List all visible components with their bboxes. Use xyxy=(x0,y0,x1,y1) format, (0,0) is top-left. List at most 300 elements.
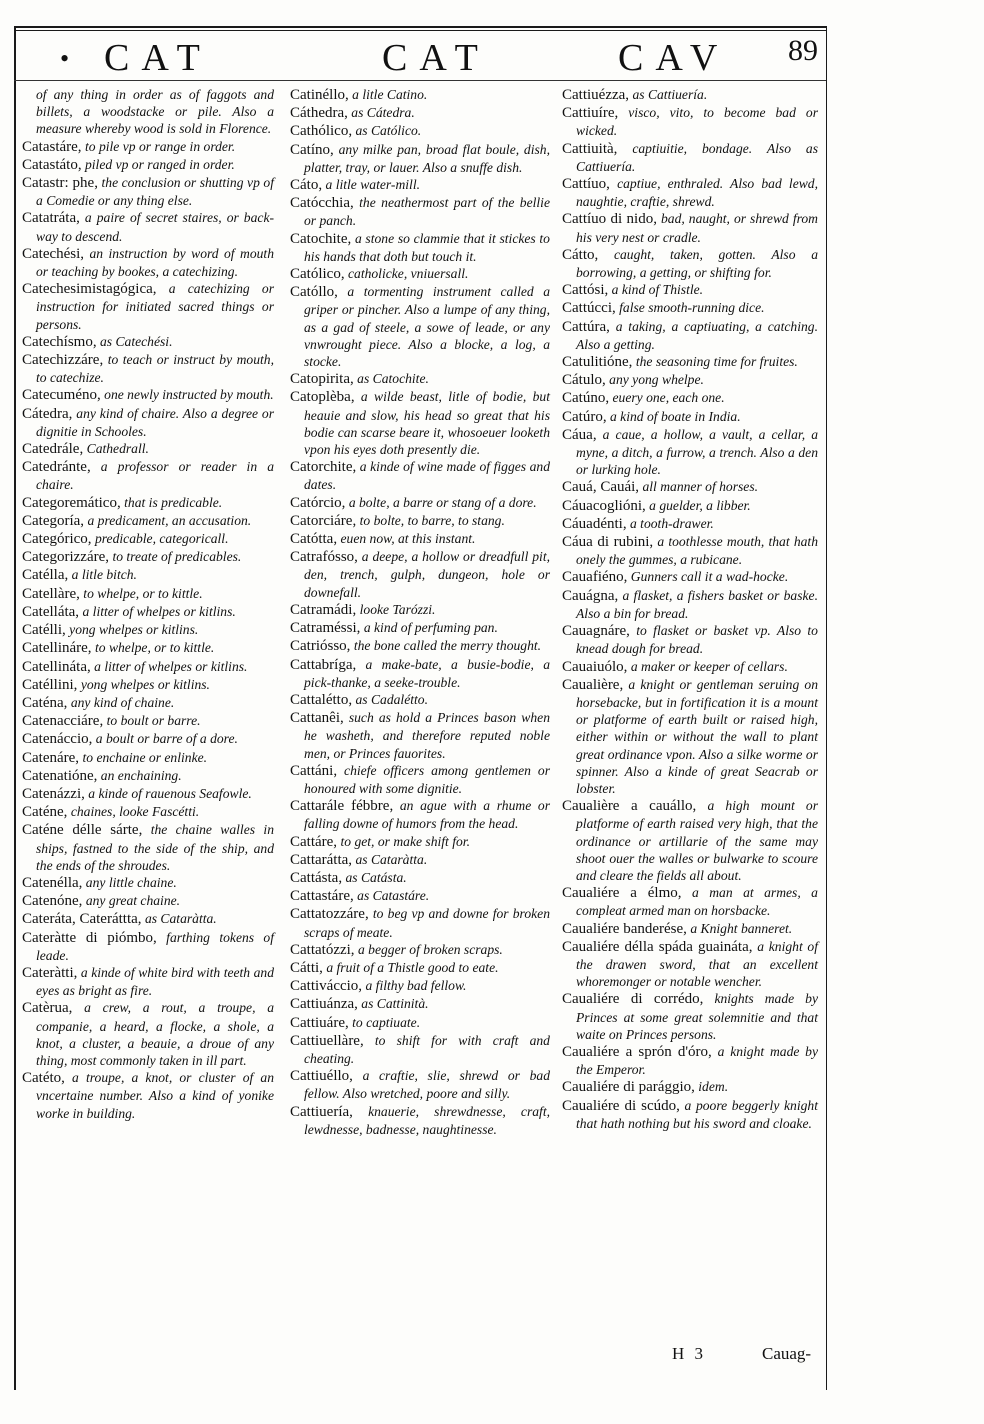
entry-definition: a litle bitch. xyxy=(71,567,137,583)
entry-definition: the conclusion or shutting vp of a Comedie or any thing else. xyxy=(36,175,274,209)
entry-headword: Cattíuo, xyxy=(562,176,610,193)
entry-headword: Cattiváccio, xyxy=(290,978,363,995)
entry-headword: Catenáccio, xyxy=(22,731,93,748)
entry-definition: as Cadalétto. xyxy=(355,691,428,707)
entry-definition: to boult or barre. xyxy=(106,713,201,729)
entry-definition: knights made by Princes at some great solemnitie and that waite on Princes persons. xyxy=(576,991,818,1042)
entry-headword: Catenáre, xyxy=(22,749,80,766)
entry-definition: Cathedrall. xyxy=(86,441,149,457)
entry-definition: that is predicable. xyxy=(124,494,223,510)
dictionary-entry xyxy=(562,86,818,104)
entry-definition: a filthy bad fellow. xyxy=(365,978,467,994)
left-rule xyxy=(14,26,16,1390)
right-rule xyxy=(826,26,827,1390)
dictionary-entry xyxy=(290,995,550,1013)
entry-definition: as Cattinità. xyxy=(361,996,429,1012)
entry-headword: Cáua di rubini, xyxy=(562,534,654,551)
entry-definition: predicable, categoricall. xyxy=(94,531,229,547)
entry-headword: Cateràtti, xyxy=(22,964,78,981)
entry-headword: Cátto, xyxy=(562,246,599,263)
entry-definition: as Cattiuería. xyxy=(632,87,708,102)
entry-headword: Catastr: phe, xyxy=(22,175,98,192)
entry-definition: looke Tarózzi. xyxy=(359,601,436,617)
entry-headword: Catechési, xyxy=(22,245,85,262)
dictionary-entry xyxy=(290,959,550,977)
header-center-guideword: CAT xyxy=(382,37,490,79)
entry-headword: Cáua, xyxy=(562,426,597,443)
entry-headword: Catraméssi, xyxy=(290,620,361,637)
entry-headword: Cátti, xyxy=(290,959,323,976)
dictionary-entry xyxy=(290,122,550,140)
entry-definition: a kinde of rauenous Seafowle. xyxy=(88,785,252,801)
column-3 xyxy=(562,86,818,1132)
entry-headword: Caténe délle sárte, xyxy=(22,822,143,839)
entry-definition: to teach or instruct by mouth, to catechize. xyxy=(36,352,275,386)
entry-definition: a knight or gentleman seruing on horsebacke, but in fortification it is a mount or platforme of earth built or raised high, either within or without the wall to plant great ordinance vpon. Also a silke worme or spinner. Also a kinde of great Seacrab or lobster. xyxy=(576,676,818,796)
entry-headword: Catatráta, xyxy=(22,210,80,227)
entry-headword: Caténe, xyxy=(22,804,68,821)
entry-headword: Cátulo, xyxy=(562,372,606,389)
entry-definition: a high mount or platforme of earth raised very high, that the ordinance or artillarie of the same may shoot ouer the walles or bulwarke to scoure and cleare the fields all about. xyxy=(576,798,819,883)
entry-headword: Caualiére banderése, xyxy=(562,920,687,937)
entry-headword: Catèrua, xyxy=(22,1000,73,1017)
dictionary-entry xyxy=(22,156,274,174)
dictionary-entry xyxy=(22,386,274,404)
dictionary-entry xyxy=(290,176,550,194)
dictionary-entry xyxy=(22,767,274,785)
dictionary-entry xyxy=(562,568,818,586)
dictionary-entry xyxy=(22,964,274,999)
entry-definition: a troupe, a knot, or cluster of an vncertaine number. Also a kind of yonike worke in building. xyxy=(36,1070,274,1121)
signature-mark: H 3 xyxy=(672,1344,707,1363)
entry-headword: Catellináre, xyxy=(22,640,92,657)
entry-definition: euery one, each one. xyxy=(612,390,725,406)
dictionary-entry xyxy=(562,175,818,210)
entry-headword: Catastáre, xyxy=(22,138,82,155)
dictionary-entry xyxy=(22,458,274,493)
entry-headword: Categorizzáre, xyxy=(22,549,110,566)
entry-definition: captiue, enthraled. Also bad lewd, naughtie, craftie, shrewd. xyxy=(576,176,818,210)
dictionary-entry xyxy=(290,797,550,832)
dictionary-entry xyxy=(562,299,818,317)
dictionary-entry xyxy=(290,388,550,458)
entry-definition: visco, vito, to become bad or wicked. xyxy=(576,105,818,139)
entry-definition: a knight of the drawen sword, that an excellent whoremonger or notable wencher. xyxy=(576,938,818,990)
entry-definition: to beg vp and downe for broken scraps of meate. xyxy=(304,906,550,940)
entry-definition: the chaine walles in ships, fastned to the side of the ship, and the ends of the shroudes. xyxy=(36,822,274,873)
entry-definition: a caue, a hollow, a vault, a cellar, a myne, a ditch, a furrow, a trench. Also a den or lurking hole. xyxy=(576,426,818,478)
entry-headword: Cateráta, Cateráttta, xyxy=(22,911,142,928)
entry-headword: Caualiére di scúdo, xyxy=(562,1097,680,1114)
dictionary-entry xyxy=(22,712,274,730)
entry-definition: to treate of predicables. xyxy=(112,549,242,565)
entry-headword: Cauágna, xyxy=(562,587,619,604)
entry-definition: a catechizing or instruction for initiated sacred things or persons. xyxy=(36,281,274,332)
entry-headword: Catriósso, xyxy=(290,638,351,655)
dictionary-entry xyxy=(562,210,818,245)
dictionary-entry xyxy=(562,353,818,371)
dictionary-entry xyxy=(290,194,550,229)
entry-definition: as Catásta. xyxy=(345,869,407,885)
dictionary-entry xyxy=(22,494,274,512)
entry-definition: a professor or reader in a chaire. xyxy=(36,459,274,493)
dictionary-entry xyxy=(22,929,274,964)
entry-definition: an ague with a rhume or falling downe of humors from the head. xyxy=(304,798,550,832)
dictionary-entry xyxy=(562,587,818,622)
entry-definition: a predicament, an accusation. xyxy=(87,512,252,528)
entry-headword: Cattósi, xyxy=(562,282,609,299)
entry-headword: Cattatózzi, xyxy=(290,941,355,958)
dictionary-entry xyxy=(290,230,550,265)
dictionary-entry xyxy=(22,440,274,458)
entry-headword: Catenázzi, xyxy=(22,785,85,802)
entry-definition: idem. xyxy=(698,1079,729,1095)
entry-definition: a litle water-mill. xyxy=(325,177,420,193)
entry-definition: a litter of whelpes or kitlins. xyxy=(94,658,248,674)
dictionary-entry xyxy=(22,621,274,639)
entry-definition: chaines, looke Fascétti. xyxy=(70,804,200,820)
entry-definition: to flasket or basket vp. Also to knead dough for bread. xyxy=(576,623,818,657)
dictionary-entry xyxy=(290,141,550,176)
entry-definition: a knight made by the Emperor. xyxy=(576,1043,819,1078)
entry-definition: as Cataràtta. xyxy=(144,911,217,927)
entry-headword: Catórcio, xyxy=(290,494,346,511)
entry-definition: a tooth-drawer. xyxy=(629,515,714,531)
entry-headword: Cattiuíre, xyxy=(562,105,619,122)
entry-headword: Catelláta, xyxy=(22,603,80,620)
dictionary-entry xyxy=(290,619,550,637)
entry-definition: to pile vp or range in order. xyxy=(84,138,236,154)
dictionary-entry xyxy=(22,174,274,209)
entry-definition: an enchaining. xyxy=(100,767,182,783)
entry-headword: Catúro, xyxy=(562,408,607,425)
entry-definition: any kind of chaire. Also a degree or dignitie in Schooles. xyxy=(36,405,274,439)
entry-headword: Cátedra, xyxy=(22,405,73,422)
dictionary-entry xyxy=(562,426,818,479)
entry-definition: a flasket, a fishers basket or baske. Also a bin for bread. xyxy=(576,587,818,621)
entry-headword: Cattúra, xyxy=(562,318,610,335)
dictionary-entry xyxy=(22,803,274,821)
entry-headword: Catecuméno, xyxy=(22,387,101,404)
entry-definition: a begger of broken scraps. xyxy=(357,941,503,957)
entry-definition: captiuitie, bondage. Also as Cattiuería. xyxy=(576,140,818,174)
dictionary-entry xyxy=(562,658,818,676)
entry-headword: Cattiuellàre, xyxy=(290,1032,364,1049)
dictionary-entry xyxy=(22,209,274,244)
entry-definition: any kind of chaine. xyxy=(70,694,175,710)
entry-headword: Catíno, xyxy=(290,141,334,158)
entry-definition: all manner of horses. xyxy=(642,479,759,495)
dictionary-entry xyxy=(562,990,818,1043)
entry-headword: Catinéllo, xyxy=(290,87,349,103)
entry-headword: Cathólico, xyxy=(290,123,353,140)
entry-definition: the neathermost part of the bellie or panch. xyxy=(304,195,550,229)
entry-definition: a crew, a rout, a troupe, a companie, a heard, a flocke, a shole, a knot, a cluster, a beauie, a droue of any thing, most commonly taken in ill part. xyxy=(36,1000,275,1068)
entry-headword: Cattiuería, xyxy=(290,1103,353,1120)
entry-headword: Catoplèba, xyxy=(290,389,355,406)
entry-definition: as Cataràtta. xyxy=(355,851,428,867)
entry-definition: a kind of perfuming pan. xyxy=(363,620,498,636)
column-1 xyxy=(22,86,274,1122)
entry-headword: Cattatozzáre, xyxy=(290,906,369,923)
entry-headword: Cattiuità, xyxy=(562,140,618,157)
dictionary-entry xyxy=(290,530,550,548)
dictionary-entry xyxy=(290,104,550,122)
entry-definition: any milke pan, broad flat boule, dish, platter, tray, or lauer. Also a snuffe dish. xyxy=(304,141,550,175)
entry-headword: Catótta, xyxy=(290,531,338,548)
entry-headword: Cáthedra, xyxy=(290,105,348,122)
entry-definition: to whelpe, or to kittle. xyxy=(94,640,215,656)
entry-headword: Cattáni, xyxy=(290,762,338,779)
header-rule xyxy=(14,80,826,81)
dictionary-entry xyxy=(290,762,550,797)
dictionary-entry xyxy=(22,658,274,676)
dictionary-entry xyxy=(562,1043,818,1078)
entry-definition: a guelder, a libber. xyxy=(649,497,751,513)
entry-headword: Catócchia, xyxy=(290,195,354,212)
dictionary-entry xyxy=(562,1097,818,1132)
dictionary-entry xyxy=(290,548,550,601)
entry-headword: Cattalétto, xyxy=(290,691,353,708)
running-header xyxy=(14,30,844,80)
entry-definition: a tormenting instrument called a griper or pincher. Also a lumpe of any thing, as a gad of steele, a sowe of leade, or any vnwrought piece. Also a blocke, a log, a stocke. xyxy=(304,284,550,370)
dictionary-entry xyxy=(22,585,274,603)
entry-headword: Categoría, xyxy=(22,512,85,529)
dictionary-entry xyxy=(22,821,274,874)
entry-definition: the bone called the merry thought. xyxy=(353,638,542,654)
entry-definition: a paire of secret staires, or back-way to descend. xyxy=(36,210,274,244)
dictionary-entry xyxy=(562,408,818,426)
entry-headword: Cáuacoglióni, xyxy=(562,497,646,514)
entry-definition: a craftie, slie, shrewd or bad fellow. Also wretched, poore and silly. xyxy=(304,1068,550,1102)
dictionary-entry xyxy=(290,370,550,388)
dictionary-entry xyxy=(562,1078,818,1096)
entry-definition: to captiuate. xyxy=(352,1014,421,1030)
entry-definition: a Knight banneret. xyxy=(690,920,793,936)
dictionary-entry xyxy=(290,86,550,104)
dictionary-entry xyxy=(22,138,274,156)
entry-definition: a bolte, a barre or stang of a dore. xyxy=(348,494,537,510)
top-rule xyxy=(14,26,826,28)
entry-headword: Caualiére délla spáda guaináta, xyxy=(562,938,753,955)
entry-headword: Cattíuo di nido, xyxy=(562,211,657,228)
entry-definition: caught, taken, gotten. Also a borrowing, a getting, or shifting for. xyxy=(576,246,818,281)
entry-headword: Caualiére di parággio, xyxy=(562,1079,695,1096)
dictionary-entry xyxy=(22,512,274,530)
entry-headword: Catélla, xyxy=(22,567,69,584)
dictionary-entry xyxy=(290,977,550,995)
entry-headword: Catopirita, xyxy=(290,371,354,388)
entry-headword: Catochite, xyxy=(290,230,352,247)
entry-headword: Caualiére di corrédo, xyxy=(562,991,704,1008)
entry-headword: Cattásta, xyxy=(290,869,343,886)
dictionary-entry xyxy=(290,1067,550,1102)
entry-headword: Caualière, xyxy=(562,676,624,693)
dictionary-entry xyxy=(562,884,818,919)
entry-definition: as Catochite. xyxy=(357,371,429,387)
entry-definition: a man at armes, a compleat armed man on horsbacke. xyxy=(576,885,818,919)
catchword: Cauag- xyxy=(762,1344,812,1363)
entry-headword: Cauafiéno, xyxy=(562,569,628,586)
dictionary-entry xyxy=(22,910,274,928)
entry-headword: Católico, xyxy=(290,266,345,283)
dictionary-entry xyxy=(22,603,274,621)
dictionary-entry xyxy=(290,1103,550,1138)
entry-definition: a make-bate, a busie-bodie, a pick-thanke, a seeke-trouble. xyxy=(304,656,550,690)
entry-definition: such as hold a Princes bason when he washeth, and therefore reputed noble men, or Princes fauorites. xyxy=(304,710,550,761)
dictionary-entry xyxy=(22,639,274,657)
entry-headword: Caualiére a élmo, xyxy=(562,885,682,902)
dictionary-entry xyxy=(290,833,550,851)
entry-definition: catholicke, vniuersall. xyxy=(347,266,469,282)
entry-headword: Cattiuéllo, xyxy=(290,1068,353,1085)
entry-definition: false smooth-running dice. xyxy=(619,300,765,316)
dictionary-entry xyxy=(22,874,274,892)
dictionary-entry xyxy=(290,691,550,709)
entry-definition: a wilde beast, litle of bodie, but heauie and slow, his head so great that his bodie can scarse beare it, whosoeuer looketh vpon his eyes doth presently die. xyxy=(304,389,550,458)
dictionary-entry xyxy=(22,548,274,566)
entry-headword: Catélli, xyxy=(22,622,66,639)
dictionary-entry xyxy=(562,497,818,515)
entry-definition: piled vp or ranged in order. xyxy=(84,156,235,172)
entry-definition: any yong whelpe. xyxy=(609,372,704,388)
entry-headword: Categoremático, xyxy=(22,494,121,511)
entry-headword: Cateràtte di piómbo, xyxy=(22,929,157,946)
dictionary-entry xyxy=(290,1032,550,1067)
entry-headword: Catechesimistagógica, xyxy=(22,281,157,298)
dictionary-entry xyxy=(562,515,818,533)
entry-headword: Catéto, xyxy=(22,1070,65,1087)
entry-definition: a stone so clammie that it stickes to his hands that doth but touch it. xyxy=(304,230,550,264)
entry-headword: Catrafósso, xyxy=(290,549,358,566)
entry-headword: Catellàre, xyxy=(22,585,80,602)
entry-headword: Catorchite, xyxy=(290,459,357,476)
dictionary-entry xyxy=(562,676,818,797)
dictionary-entry xyxy=(22,999,274,1069)
dictionary-entry xyxy=(290,494,550,512)
dictionary-entry xyxy=(562,281,818,299)
entry-definition: yong whelpes or kitlins. xyxy=(80,676,210,692)
entry-definition: a boult or barre of a dore. xyxy=(95,731,238,747)
dictionary-entry xyxy=(562,246,818,281)
entry-headword: Catenacciáre, xyxy=(22,713,104,730)
entry-definition: as Catechési. xyxy=(99,333,173,349)
entry-definition: a maker or keeper of cellars. xyxy=(630,658,788,674)
entry-headword: Cattiuáre, xyxy=(290,1014,349,1031)
dictionary-entry xyxy=(22,1069,274,1122)
entry-headword: Catechizzáre, xyxy=(22,352,104,369)
entry-definition: chiefe officers among gentlemen or honoured with some dignitie. xyxy=(304,762,550,796)
entry-definition: an instruction by word of mouth or teaching by bookes, a catechizing. xyxy=(36,245,274,280)
entry-definition: to get, or make shift for. xyxy=(340,833,470,849)
dictionary-entry xyxy=(22,566,274,584)
entry-headword: Caualière a cauállo, xyxy=(562,798,697,815)
entry-definition: a poore beggerly knight that hath nothing but his sword and cloake. xyxy=(576,1097,818,1131)
dictionary-entry xyxy=(22,86,274,138)
entry-definition: a litter of whelpes or kitlins. xyxy=(82,603,236,619)
entry-headword: Catenatióne, xyxy=(22,767,98,784)
entry-headword: Catulitióne, xyxy=(562,354,633,371)
dictionary-entry xyxy=(290,283,550,370)
dictionary-entry xyxy=(562,140,818,175)
entry-definition: a kind of Thistle. xyxy=(611,282,704,298)
entry-definition: bad, naught, or shrewd from his very nest or cradle. xyxy=(576,211,818,245)
entry-definition: the seasoning time for fruites. xyxy=(635,354,798,370)
dictionary-entry xyxy=(290,458,550,493)
dictionary-entry xyxy=(22,676,274,694)
dictionary-entry xyxy=(22,694,274,712)
entry-definition: of any thing in order as of faggots and billets, a woodstacke or pile. Also a measure whereby wood is sold in Florence. xyxy=(36,87,274,137)
dictionary-entry xyxy=(22,785,274,803)
dictionary-entry xyxy=(562,533,818,568)
entry-headword: Cattarátta, xyxy=(290,851,353,868)
entry-headword: Catenélla, xyxy=(22,874,83,891)
entry-headword: Categórico, xyxy=(22,531,92,548)
entry-headword: Catenóne, xyxy=(22,893,83,910)
dictionary-entry xyxy=(562,920,818,938)
dictionary-entry xyxy=(22,280,274,333)
dictionary-entry xyxy=(290,869,550,887)
dictionary-entry xyxy=(562,104,818,139)
entry-definition: as Católico. xyxy=(355,123,422,139)
dictionary-entry xyxy=(290,941,550,959)
entry-headword: Caualiére a sprón d'óro, xyxy=(562,1043,712,1060)
header-right-guideword: CAV xyxy=(618,37,730,79)
dictionary-entry xyxy=(22,351,274,386)
entry-headword: Catorciáre, xyxy=(290,512,357,529)
entry-headword: Catúno, xyxy=(562,390,610,407)
entry-definition: a litle Catino. xyxy=(352,87,428,102)
entry-definition: farthing tokens of leade. xyxy=(36,929,274,963)
entry-headword: Cattanêi, xyxy=(290,710,344,727)
dictionary-entry xyxy=(22,405,274,440)
dictionary-entry xyxy=(290,851,550,869)
entry-headword: Catéllini, xyxy=(22,676,78,693)
entry-definition: to whelpe, or to kittle. xyxy=(83,585,203,601)
entry-headword: Cáto, xyxy=(290,177,323,194)
entry-headword: Cauagnáre, xyxy=(562,623,630,640)
entry-headword: Cauá, Cauái, xyxy=(562,479,640,496)
dictionary-entry xyxy=(22,749,274,767)
entry-headword: Cattiuánza, xyxy=(290,996,358,1013)
dictionary-entry xyxy=(562,371,818,389)
entry-headword: Catellináta, xyxy=(22,658,91,675)
dictionary-entry xyxy=(290,512,550,530)
entry-headword: Catedrále, xyxy=(22,441,84,458)
entry-definition: a toothlesse mouth, that hath onely the gummes, a rubicane. xyxy=(576,534,818,568)
entry-definition: a taking, a captiuating, a catching. Also a getting. xyxy=(576,318,818,352)
entry-definition: yong whelpes or kitlins. xyxy=(69,622,199,638)
dictionary-entry xyxy=(562,389,818,407)
entry-headword: Catramádi, xyxy=(290,601,357,618)
entry-headword: Cáuadénti, xyxy=(562,515,627,532)
dictionary-entry xyxy=(22,530,274,548)
entry-definition: to shift for with craft and cheating. xyxy=(304,1032,550,1066)
dictionary-entry xyxy=(290,887,550,905)
entry-definition: one newly instructed by mouth. xyxy=(104,387,274,403)
dictionary-entry xyxy=(22,730,274,748)
dictionary-entry xyxy=(22,245,274,280)
entry-definition: a deepe, a hollow or dreadfull pit, den, trench, gulph, dungeon, hole or downefall. xyxy=(304,549,550,600)
entry-headword: Caténa, xyxy=(22,694,68,711)
dictionary-entry xyxy=(290,637,550,655)
dictionary-entry xyxy=(562,478,818,496)
entry-headword: Cattúcci, xyxy=(562,300,616,317)
entry-headword: Cauaiuólo, xyxy=(562,658,628,675)
page-number: 89 xyxy=(788,34,818,67)
entry-definition: a kind of boate in India. xyxy=(609,408,741,424)
entry-headword: Catastáto, xyxy=(22,156,82,173)
